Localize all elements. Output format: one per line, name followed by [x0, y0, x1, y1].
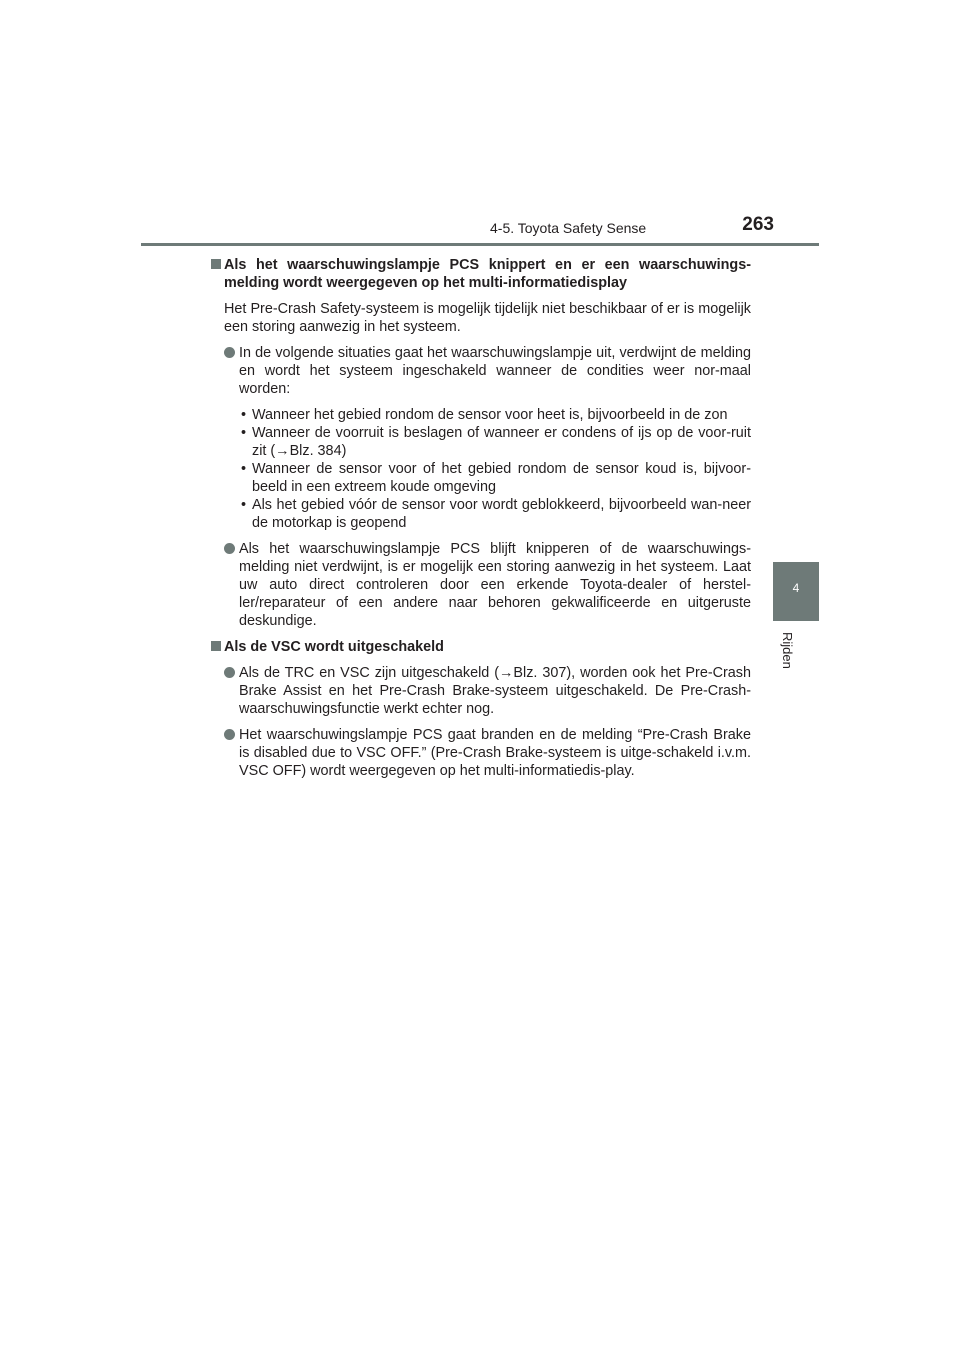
sub-bullet: •	[241, 497, 247, 513]
section-heading-text: Als de VSC wordt uitgeschakeld	[224, 639, 444, 655]
chapter-label-container	[775, 632, 815, 672]
sub-bullet: •	[241, 461, 247, 477]
page-number: 263	[742, 214, 774, 235]
list-item	[224, 540, 751, 630]
sub-list	[239, 406, 751, 532]
chapter-number: 4	[792, 581, 800, 595]
square-bullet-icon	[211, 641, 221, 651]
chapter-label: Rijden	[780, 632, 795, 669]
list-item-text: Het waarschuwingslampje PCS gaat branden en de melding “Pre-Crash Brake is disabled due to VSC OFF.” (Pre-Crash Brake-systeem is uitge-schakeld i.v.m. VSC OFF) wordt weergegeven op het multi-informatiedis-play.	[239, 727, 751, 779]
sub-list-item-text: Wanneer de voorruit is beslagen of wanneer er condens of ijs op de voor-ruit zit (→Blz. 384)	[252, 425, 751, 459]
section-heading	[211, 638, 751, 656]
sub-list-item	[239, 424, 751, 460]
header-divider	[141, 243, 819, 246]
list-item	[224, 344, 751, 398]
chapter-tab	[773, 562, 819, 621]
page-content	[211, 256, 751, 780]
sub-list-item-text: Wanneer het gebied rondom de sensor voor heet is, bijvoorbeeld in de zon	[252, 407, 728, 423]
sub-bullet: •	[241, 407, 247, 423]
round-bullet-icon	[224, 729, 235, 740]
round-bullet-icon	[224, 347, 235, 358]
section-vsc-off	[211, 638, 751, 780]
square-bullet-icon	[211, 259, 221, 269]
sub-list-item	[239, 496, 751, 532]
running-header-section: 4-5. Toyota Safety Sense	[490, 220, 647, 236]
round-bullet-icon	[224, 543, 235, 554]
list-item	[224, 664, 751, 718]
list-item-text: Als de TRC en VSC zijn uitgeschakeld (→Blz. 307), worden ook het Pre-Crash Brake Assist en het Pre-Crash Brake-systeem uitgeschakeld. De Pre-Crash-waarschuwingsfunctie werkt echter nog.	[239, 665, 751, 717]
section-intro: Het Pre-Crash Safety-systeem is mogelijk tijdelijk niet beschikbaar of er is mogelijk een storing aanwezig in het systeem.	[224, 301, 751, 335]
sub-list-item-text: Als het gebied vóór de sensor voor wordt geblokkeerd, bijvoorbeeld wan-neer de motorkap is geopend	[252, 497, 751, 531]
section-heading-text: Als het waarschuwingslampje PCS knippert en er een waarschuwings-melding wordt weergegeven op het multi-informatiedisplay	[224, 257, 751, 291]
sub-bullet: •	[241, 425, 247, 441]
round-bullet-icon	[224, 667, 235, 678]
list-item	[224, 726, 751, 780]
sub-list-item	[239, 460, 751, 496]
list-item-text: Als het waarschuwingslampje PCS blijft knipperen of de waarschuwings-melding niet verdwijnt, is er mogelijk een storing aanwezig in het systeem. Laat uw auto direct controleren door een erkende Toyota-dealer of herstel-ler/reparateur of een andere naar behoren gekwalificeerde en uitgeruste deskundige.	[239, 541, 751, 629]
sub-list-item-text: Wanneer de sensor voor of het gebied rondom de sensor koud is, bijvoor-beeld in een extreem koude omgeving	[252, 461, 751, 495]
list-item-text: In de volgende situaties gaat het waarschuwingslampje uit, verdwijnt de melding en wordt het systeem ingeschakeld wanneer de condities weer nor-maal worden:	[239, 345, 751, 397]
section-heading	[211, 256, 751, 292]
sub-list-item	[239, 406, 751, 424]
section-pcs-warning	[211, 256, 751, 630]
